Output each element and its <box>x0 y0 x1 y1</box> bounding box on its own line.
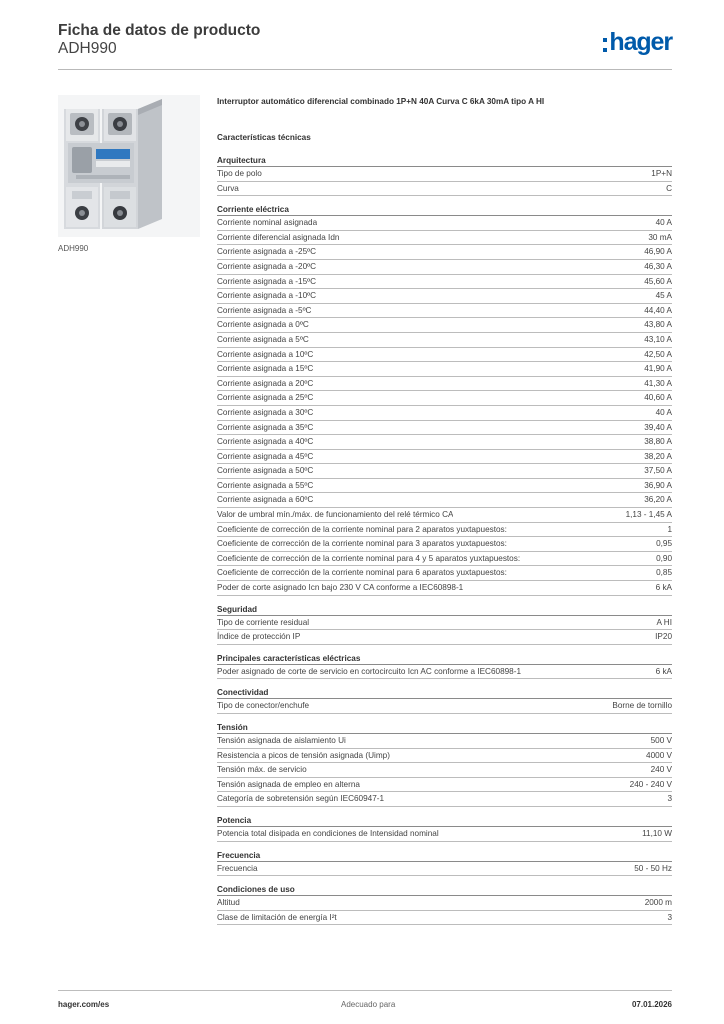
spec-label: Clase de limitación de energía I²t <box>217 912 337 922</box>
page-footer <box>58 990 672 1018</box>
spec-value: 40,60 A <box>644 393 672 403</box>
spec-row <box>217 493 672 508</box>
spec-value: 41,90 A <box>644 364 672 374</box>
spec-label: Corriente asignada a 55ºC <box>217 480 314 490</box>
spec-row <box>217 333 672 348</box>
spec-value: 0,90 <box>656 553 672 563</box>
spec-value: 3 <box>667 912 672 922</box>
spec-row <box>217 406 672 421</box>
spec-label: Potencia total disipada en condiciones de Intensidad nominal <box>217 828 439 838</box>
spec-label: Frecuencia <box>217 863 258 873</box>
spec-label: Corriente asignada a 60ºC <box>217 495 314 505</box>
spec-row <box>217 231 672 246</box>
spec-value: 44,40 A <box>644 305 672 315</box>
spec-value: 0,95 <box>656 539 672 549</box>
spec-value: 240 - 240 V <box>629 779 672 789</box>
spec-label: Corriente asignada a 5ºC <box>217 334 309 344</box>
spec-value: 36,20 A <box>644 495 672 505</box>
spec-row <box>217 464 672 479</box>
spec-value: 240 V <box>650 765 672 775</box>
spec-value: Borne de tornillo <box>612 701 672 711</box>
product-title: Interruptor automático diferencial combinado 1P+N 40A Curva C 6kA 30mA tipo A HI <box>217 97 545 106</box>
spec-value: A HI <box>656 617 672 627</box>
section-heading: Potencia <box>217 814 672 827</box>
spec-section <box>217 203 672 595</box>
spec-row <box>217 362 672 377</box>
spec-label: Coeficiente de corrección de la corriente nominal para 3 aparatos yuxtapuestos: <box>217 539 507 549</box>
spec-label: Tensión máx. de servicio <box>217 765 307 775</box>
section-heading: Conectividad <box>217 686 672 699</box>
spec-section <box>217 814 672 842</box>
spec-row <box>217 167 672 182</box>
technical-characteristics-heading: Características técnicas <box>217 133 311 142</box>
spec-label: Corriente asignada a -25ºC <box>217 247 317 257</box>
spec-row <box>217 245 672 260</box>
spec-value: 40 A <box>655 407 672 417</box>
spec-label: Tipo de corriente residual <box>217 617 310 627</box>
spec-row <box>217 763 672 778</box>
logo-mark-icon <box>603 38 607 52</box>
spec-value: 41,30 A <box>644 378 672 388</box>
spec-row <box>217 699 672 714</box>
spec-section <box>217 849 672 877</box>
spec-value: 2000 m <box>644 898 672 908</box>
spec-section <box>217 686 672 714</box>
footer-website: hager.com/es <box>58 1000 110 1009</box>
spec-value: 43,80 A <box>644 320 672 330</box>
spec-row <box>217 630 672 645</box>
section-heading: Frecuencia <box>217 849 672 862</box>
spec-value: 42,50 A <box>644 349 672 359</box>
spec-label: Coeficiente de corrección de la corriente nominal para 2 aparatos yuxtapuestos: <box>217 524 507 534</box>
spec-row <box>217 479 672 494</box>
spec-row <box>217 552 672 567</box>
page-header <box>58 22 672 70</box>
spec-row <box>217 523 672 538</box>
spec-label: Corriente asignada a 20ºC <box>217 378 314 388</box>
spec-value: 1 <box>667 524 672 534</box>
spec-label: Tensión asignada de aislamiento Ui <box>217 736 346 745</box>
spec-row <box>217 182 672 197</box>
spec-label: Corriente diferencial asignada Idn <box>217 232 340 242</box>
spec-label: Curva <box>217 183 239 193</box>
spec-value: 46,90 A <box>644 247 672 257</box>
spec-value: 6 kA <box>655 583 672 593</box>
spec-row <box>217 348 672 363</box>
spec-value: 500 V <box>650 736 672 745</box>
spec-label: Corriente asignada a -5ºC <box>217 305 312 315</box>
spec-section <box>217 603 672 645</box>
spec-value: 30 mA <box>648 232 672 242</box>
section-heading: Principales características eléctricas <box>217 652 672 665</box>
spec-row <box>217 665 672 680</box>
spec-label: Coeficiente de corrección de la corriente nominal para 4 y 5 aparatos yuxtapuestos: <box>217 553 521 563</box>
spec-label: Altitud <box>217 898 240 908</box>
spec-value: 40 A <box>655 218 672 228</box>
spec-value: 37,50 A <box>644 466 672 476</box>
spec-label: Corriente asignada a 50ºC <box>217 466 314 476</box>
spec-label: Tipo de polo <box>217 169 262 178</box>
spec-label: Resistencia a picos de tensión asignada (Uimp) <box>217 750 390 760</box>
spec-label: Corriente asignada a 35ºC <box>217 422 314 432</box>
spec-row <box>217 566 672 581</box>
spec-row <box>217 911 672 926</box>
spec-row <box>217 377 672 392</box>
spec-label: Corriente asignada a 25ºC <box>217 393 314 403</box>
spec-label: Corriente asignada a -10ºC <box>217 291 317 301</box>
spec-row <box>217 391 672 406</box>
section-heading: Corriente eléctrica <box>217 203 672 216</box>
spec-row <box>217 421 672 436</box>
spec-section <box>217 154 672 196</box>
circuit-breaker-icon <box>58 95 200 237</box>
spec-content <box>217 95 672 925</box>
spec-value: 6 kA <box>655 666 672 676</box>
spec-label: Corriente asignada a 0ºC <box>217 320 309 330</box>
spec-row <box>217 792 672 807</box>
spec-row <box>217 749 672 764</box>
spec-label: Corriente asignada a -15ºC <box>217 276 317 286</box>
spec-value: 43,10 A <box>644 334 672 344</box>
spec-value: 46,30 A <box>644 261 672 271</box>
spec-label: Corriente asignada a 10ºC <box>217 349 314 359</box>
spec-row <box>217 289 672 304</box>
product-image <box>58 95 200 237</box>
image-caption: ADH990 <box>58 244 89 253</box>
spec-row <box>217 216 672 231</box>
hager-logo <box>603 26 672 56</box>
spec-section <box>217 883 672 925</box>
spec-label: Valor de umbral mín./máx. de funcionamiento del relé térmico CA <box>217 510 454 520</box>
spec-label: Corriente nominal asignada <box>217 218 318 228</box>
spec-label: Coeficiente de corrección de la corriente nominal para 6 aparatos yuxtapuestos: <box>217 568 507 578</box>
spec-row <box>217 862 672 877</box>
spec-value: IP20 <box>655 632 672 642</box>
spec-row <box>217 304 672 319</box>
spec-label: Corriente asignada a -20ºC <box>217 261 317 271</box>
spec-row <box>217 450 672 465</box>
spec-value: 4000 V <box>646 750 672 760</box>
spec-value: 0,85 <box>656 568 672 578</box>
spec-label: Corriente asignada a 15ºC <box>217 364 314 374</box>
spec-row <box>217 734 672 749</box>
section-heading: Arquitectura <box>217 154 672 167</box>
spec-row <box>217 275 672 290</box>
spec-row <box>217 778 672 793</box>
section-heading: Seguridad <box>217 603 672 616</box>
spec-section <box>217 721 672 807</box>
spec-value: 36,90 A <box>644 480 672 490</box>
spec-label: Tipo de conector/enchufe <box>217 701 310 711</box>
spec-value: 1,13 - 1,45 A <box>625 510 672 520</box>
spec-row <box>217 827 672 842</box>
spec-value: 39,40 A <box>644 422 672 432</box>
spec-row <box>217 537 672 552</box>
spec-row <box>217 260 672 275</box>
spec-value: 45 A <box>655 291 672 301</box>
spec-label: Corriente asignada a 30ºC <box>217 407 314 417</box>
spec-value: 50 - 50 Hz <box>634 863 672 873</box>
spec-value: C <box>666 183 672 193</box>
spec-row <box>217 435 672 450</box>
footer-date: 07.01.2026 <box>631 1000 672 1009</box>
document-title: Ficha de datos de producto <box>58 22 261 39</box>
spec-row <box>217 581 672 596</box>
logo-text: hager <box>609 28 672 56</box>
spec-label: Índice de protección IP <box>217 632 301 642</box>
spec-label: Poder asignado de corte de servicio en cortocircuito Icn AC conforme a IEC60898-1 <box>217 666 522 676</box>
spec-row <box>217 616 672 631</box>
section-heading: Condiciones de uso <box>217 883 672 896</box>
product-code: ADH990 <box>58 40 117 57</box>
spec-sections <box>217 154 672 925</box>
spec-value: 45,60 A <box>644 276 672 286</box>
spec-label: Tensión asignada de empleo en alterna <box>217 779 360 789</box>
spec-value: 38,20 A <box>644 451 672 461</box>
spec-section <box>217 652 672 680</box>
spec-value: 38,80 A <box>644 437 672 447</box>
spec-value: 3 <box>667 794 672 804</box>
spec-value: 1P+N <box>651 169 672 178</box>
spec-label: Corriente asignada a 40ºC <box>217 437 314 447</box>
spec-row <box>217 508 672 523</box>
spec-row <box>217 318 672 333</box>
footer-note: Adecuado para <box>341 1000 396 1009</box>
spec-value: 11,10 W <box>642 828 672 838</box>
spec-label: Corriente asignada a 45ºC <box>217 451 314 461</box>
spec-row <box>217 896 672 911</box>
section-heading: Tensión <box>217 721 672 734</box>
spec-label: Categoría de sobretensión según IEC60947-1 <box>217 794 385 804</box>
spec-label: Poder de corte asignado Icn bajo 230 V CA conforme a IEC60898-1 <box>217 583 464 593</box>
